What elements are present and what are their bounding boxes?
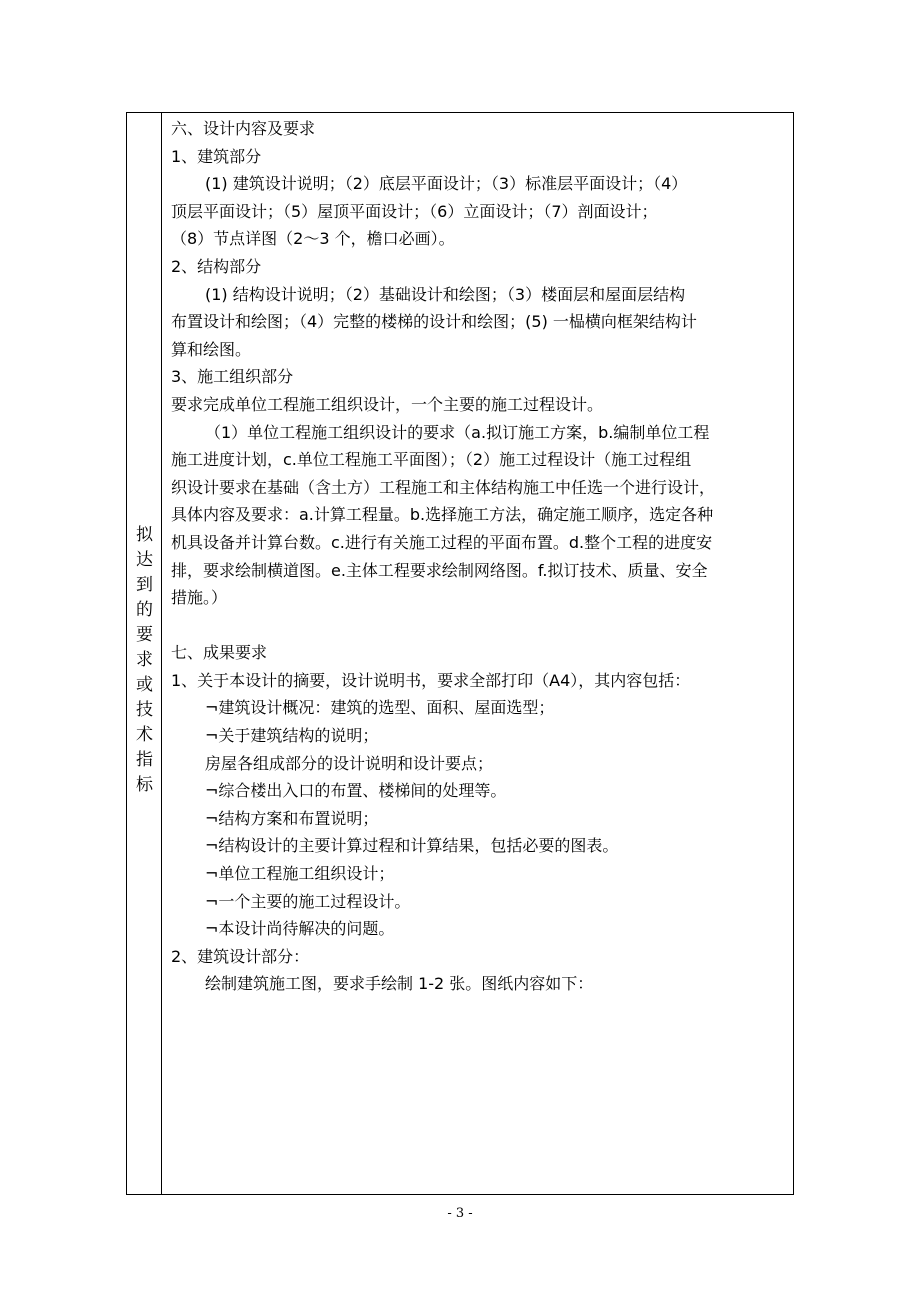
construction-line: （1）单位工程施工组织设计的要求（a.拟订施工方案，b.编制单位工程 [205, 422, 710, 442]
bullet-item: ¬结构方案和布置说明； [205, 808, 379, 828]
side-char: 术 [136, 725, 153, 745]
construction-intro: 要求完成单位工程施工组织设计，一个主要的施工过程设计。 [171, 394, 604, 414]
side-char: 达 [136, 550, 153, 570]
bullet-item: ¬本设计尚待解决的问题。 [205, 919, 395, 939]
spacer [171, 612, 789, 640]
arch-line: 顶层平面设计；（5）屋顶平面设计；（6）立面设计；（7）剖面设计； [171, 201, 658, 221]
bullet-item: ¬结构设计的主要计算过程和计算结果，包括必要的图表。 [205, 836, 619, 856]
side-char: 或 [136, 675, 153, 695]
construction-line: 施工进度计划，c.单位工程施工平面图）；（2）施工过程设计（施工过程组 [171, 450, 692, 470]
arch-line: （8）节点详图（2～3 个，檐口必画）。 [171, 229, 455, 249]
side-label [127, 523, 162, 798]
struct-title: 2、结构部分 [171, 256, 262, 276]
bullet-item: ¬一个主要的施工过程设计。 [205, 891, 411, 911]
construction-line: 织设计要求在基础（含土方）工程施工和主体结构施工中任选一个进行设计， [171, 477, 716, 497]
bullet-item: 房屋各组成部分的设计说明和设计要点； [205, 753, 494, 773]
requirements-table [126, 112, 794, 1195]
bullet-item: ¬建筑设计概况：建筑的选型、面积、屋面选型； [205, 698, 555, 718]
construction-line: 机具设备并计算台数。c.进行有关施工过程的平面布置。d.整个工程的进度安 [171, 532, 713, 552]
side-char: 的 [136, 600, 153, 620]
construction-title: 3、施工组织部分 [171, 367, 294, 387]
struct-line: 布置设计和绘图；（4）完整的楼梯的设计和绘图；(5) 一榀横向框架结构计 [171, 312, 697, 332]
bullet-item: ¬关于建筑结构的说明； [205, 726, 379, 746]
arch-line: (1) 建筑设计说明；（2）底层平面设计；（3）标准层平面设计；（4） [205, 174, 688, 194]
content-cell [171, 115, 789, 998]
item1-title: 1、关于本设计的摘要，设计说明书，要求全部打印（A4），其内容包括： [171, 670, 691, 690]
side-char: 求 [136, 650, 153, 670]
construction-line: 排，要求绘制横道图。e.主体工程要求绘制网络图。f.拟订技术、质量、安全 [171, 560, 708, 580]
construction-line: 措施。） [171, 588, 228, 608]
arch-title: 1、建筑部分 [171, 146, 262, 166]
section6-heading: 六、设计内容及要求 [171, 119, 316, 138]
struct-line: (1) 结构设计说明；（2）基础设计和绘图；（3）楼面层和屋面层结构 [205, 284, 686, 304]
page-number: - 3 - [447, 1206, 473, 1221]
side-char: 技 [136, 700, 153, 720]
side-char: 标 [136, 775, 153, 795]
item2-text: 绘制建筑施工图，要求手绘制 1-2 张。图纸内容如下： [205, 974, 594, 994]
bullet-item: ¬综合楼出入口的布置、楼梯间的处理等。 [205, 781, 507, 801]
side-char: 拟 [136, 525, 153, 545]
item2-title: 2、建筑设计部分： [171, 946, 310, 966]
side-char: 到 [136, 575, 153, 595]
bullet-item: ¬单位工程施工组织设计； [205, 864, 395, 884]
section7-heading: 七、成果要求 [171, 643, 268, 663]
construction-line: 具体内容及要求：a.计算工程量。b.选择施工方法，确定施工顺序，选定各种 [171, 505, 714, 525]
side-char: 要 [136, 625, 153, 645]
side-char: 指 [136, 750, 153, 770]
label-column [127, 113, 162, 1194]
struct-line: 算和绘图。 [171, 339, 252, 359]
